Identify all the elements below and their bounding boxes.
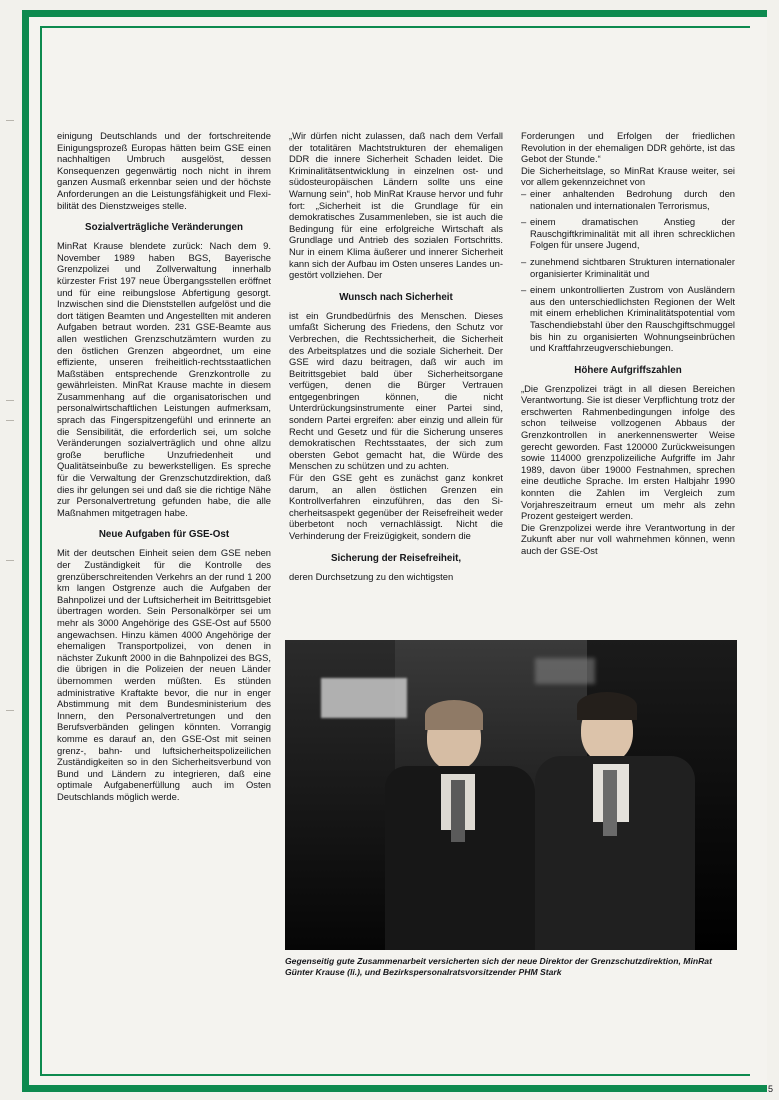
paragraph: Die Sicherheitslage, so MinRat Krause weiter, sei vor allem gekennzeichnet von bbox=[521, 164, 735, 188]
section-heading: Wunsch nach Sicherheit bbox=[339, 291, 453, 303]
paragraph: einigung Deutschlands und der fortschreitende Einigungsprozeß Europas hätten beim GSE einen nachhaltigen Umbruch ausgelöst, dessen Konsequenzen gegenwärtig noch nicht in ihrem ganzen Ausmaß erkennbar seien und der höchste Anforderungen an die Leistungsfähigkeit und Flexibilität des Dienstzweiges stelle. bbox=[57, 130, 271, 211]
paragraph: Forderungen und Erfolgen der friedlichen Revolution in der ehemaligen DDR gehörte, ist das Gebot der Stunde.“ bbox=[521, 130, 735, 165]
paragraph: „Die Grenzpolizei trägt in all diesen Bereichen Verantwortung. Sie ist dieser Verpflichtung trotz der erschwerten Rahmenbedingungen infolge des schon teilweise vollzogenen Abbaus der Grenzkontrollen in anerkennenswerter Weise gerecht geworden. Fast 120000 Zurückweisungen sowie 114000 grenzpolizeiliche Aufgriffe im Jahr 1989, davon über 19000 Festnahmen, sprechen eine deutliche Sprache. Im ersten Halbjahr 1990 konnten die Zahlen im Vergleich zum Vorjahreszeitraum erneut um mehr als zehn Prozent gesteigert werden. bbox=[521, 382, 735, 522]
column-1 bbox=[57, 130, 271, 802]
section-heading: Neue Aufgaben für GSE-Ost bbox=[98, 529, 230, 541]
paragraph: Für den GSE geht es zunächst ganz konkret darum, an allen östlichen Grenzen ein Kontrollverfahren einzuführen, das den Sicherheitsaspekt gegenüber der Reisefreiheit weder überbetont noch vernachlässigt. Nicht die Verhinderung der Freizügigkeit, sondern die bbox=[289, 472, 503, 541]
page-number: 5 bbox=[767, 1084, 773, 1094]
paragraph: Mit der deutschen Einheit seien dem GSE neben der Zuständigkeit für die Kontrolle des grenzüberschreitenden Verkehrs an der rund 1 200 km langen Ostgrenze auch die Aufgaben der Bahnpolizei und der Luftsicherheit im Beitrittsgebiet übertragen worden. Sein Personalkörper sei um mehr als 3000 Angehörige des GSE-Ost auf 5500 angewachsen. Hinzu kämen 4000 Angehörige der ehemaligen Transportpolizei, von denen in nächster Zukunft 2000 in die Bahnpolizei des BGS, die übrigen in die Polizeien der neuen Länder übernommen werden müßten. Es stünden administrative Kraftakte bevor, die nur in enger Abstimmung mit dem Bundesministerium des Innern, den Personalvertretungen und den Berufsverbänden gelingen könnten. Vorrangig komme es darauf an, den GSE-Ost mit seinen grenz-, bahn- und luftsicherheitspolizeilichen Zuständigkeiten so in den Sicherheitsverbund von Bund und Ländern zu integrieren, daß eine optimale Aufgabenerfüllung auch im Osten Deutschlands möglich werde. bbox=[57, 547, 271, 802]
paragraph: deren Durchsetzung zu den wichtigsten bbox=[289, 570, 454, 582]
registration-marks bbox=[4, 0, 18, 1100]
photo-caption: Gegenseitig gute Zusammenarbeit versicherten sich der neue Direktor der Grenzschutzdirektion, MinRat Günter Krause (li.), und Bezirkspersonalratsvorsitzender PHM Stark bbox=[285, 956, 712, 977]
bullet-list bbox=[521, 188, 735, 354]
person-left bbox=[385, 700, 535, 950]
section-heading: Sicherung der Reisefreiheit, bbox=[330, 552, 462, 564]
list-item: – einem dramatischen Anstieg der Rauschgiftkriminalität mit all ihren schrecklichen Folgen für unsere Jugend, bbox=[521, 216, 735, 251]
paragraph: Die Grenzpolizei werde ihre Verantwortung in der Zukunft aber nur voll wahrnehmen können, wenn auch der GSE-Ost bbox=[521, 521, 735, 556]
list-item: – einer anhaltenden Bedrohung durch den nationalen und internationalen Terrorismus, bbox=[521, 188, 735, 211]
list-item: – einem unkontrollierten Zustrom von Ausländern aus den unterschiedlichsten Regionen der Welt mit einem erheblichen Kriminalitätspotential vom Taschendiebstahl über den Rauschgiftschmuggel bis hin zu organisierten Wohnungseinbrüchen und Kraftfahrzeugverschiebungen. bbox=[521, 284, 735, 354]
paragraph: „Wir dürfen nicht zulassen, daß nach dem Verfall der totalitären Machtstrukturen der ehemaligen DDR die innere Sicherheit Schaden leidet. Die Kriminalitätsentwicklung in einzelnen ost- und südosteuropäischen Ländern sollte uns eine Warnung sein“, hob MinRat Krause hervor und fuhr fort: „Sicherheit ist die Grundlage für ein demokratisches Zusammenleben, sie ist auch die Bedingung für eine erfolgreiche Wirtschaft als Grundlage und Antrieb des sozialen Fortschritts. Nur in einem Klima äußerer und innerer Sicherheit kann sich der Aufbau im Osten unseres Landes ungestört vollziehen. Der bbox=[289, 130, 503, 281]
photograph bbox=[285, 640, 737, 950]
person-right bbox=[535, 692, 695, 950]
photo-figure bbox=[285, 640, 737, 977]
section-heading: Sozialverträgliche Veränderungen bbox=[85, 222, 243, 234]
paragraph: MinRat Krause blendete zurück: Nach dem 9. November 1989 haben BGS, Bayerische Grenzpolizei und Zollverwaltung innerhalb kürzester Frist 197 neue Übergangsstellen eröffnet und für eine reibungslose Abfertigung gesorgt. Inzwischen sind die Dienststellen aufgelöst und die dort tätigen Beamten und Angestellten mit anderen Aufgaben betraut worden. 231 GSE-Beamte aus allen westlichen Grenzschutzämtern wurden zu den östlichen Grenzen abgeordnet, um eine effiziente, unseren freiheitlich-rechtsstaatlichen Maßstäben entsprechende Grenzkontrolle zu gewährleisten. MinRat Krause machte in diesem Zusammenhang auf die organisatorischen und personalwirtschaftlichen Leistungen aufmerksam, sprach das Fingerspitzengefühl und erinnerte an die Sensibilität, die erforderlich sei, um solche Veränderungen sozialverträglich und ohne allzu große berufliche Unzufriedenheit und Qualitätseinbuße zu bewerkstelligen. Es spreche für die Verwaltung der Grenzschutzdirektion, daß dies ihr gelungen sei und daß sie die richtige Nähe zur Personalvertretung gefunden habe, die alle Maßnahmen mitgetragen habe. bbox=[57, 240, 271, 518]
paragraph: ist ein Grundbedürfnis des Menschen. Dieses umfaßt Sicherung des Friedens, den Schutz vor Verbrechen, die Rechtssicherheit, die Sicherheit des Arbeitsplatzes und die soziale Sicherheit. Der GSE wird dazu beitragen, daß wir auch im Beitrittsgebiet bald über Sicherheitsorgane verfügen, denen die Bürger Vertrauen entgegenbringen können, die nicht Unterdrückungsinstrumente einer Partei sind, sondern Partei ergreifen: aber einzig und allein für Recht und Gesetz und für die Sicherung unseres demokratischen Rechtsstaates, der sich zum obersten Gebot gemacht hat, die Würde des Menschen zu schützen und zu achten. bbox=[289, 309, 503, 472]
section-heading: Höhere Aufgriffszahlen bbox=[574, 364, 682, 376]
list-item: – zunehmend sichtbaren Strukturen internationaler organisierter Kriminalität und bbox=[521, 256, 735, 279]
